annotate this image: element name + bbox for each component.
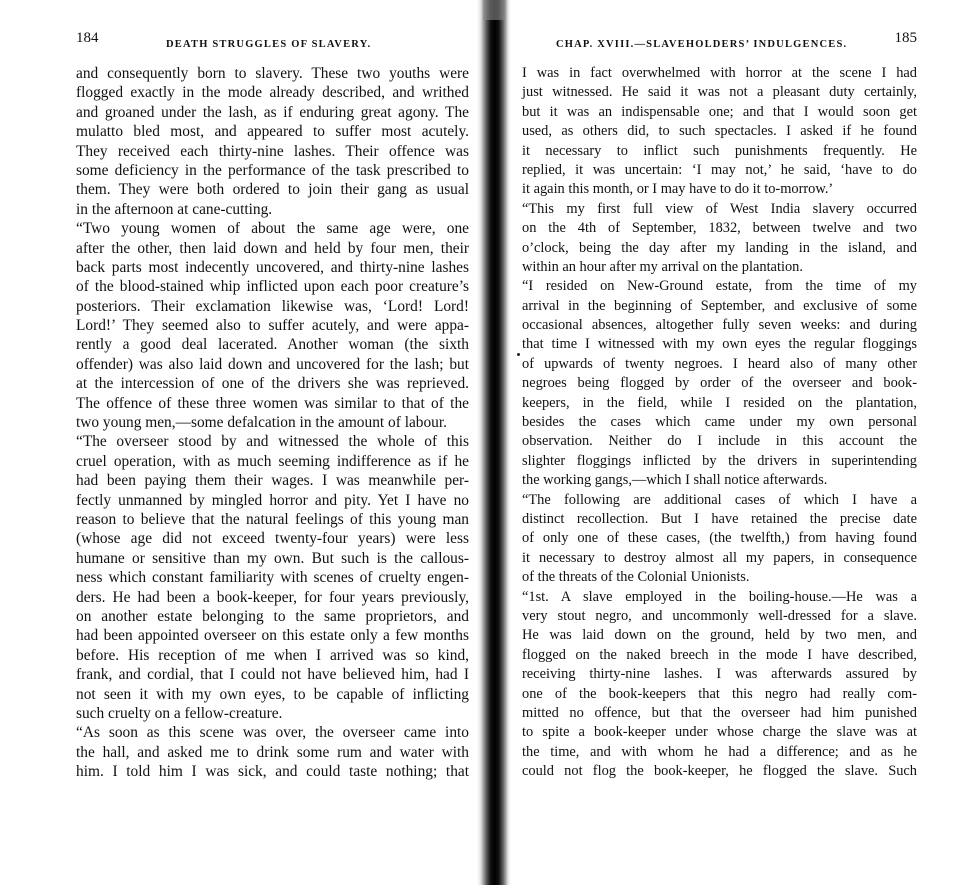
text-line: He was laid down on the ground, held by two men, and [522,627,917,644]
margin-mark [517,353,520,356]
text-line: of the threats of the Colonial Unionists. [522,569,750,586]
text-line: him. I told him I was sick, and could taste nothing; that [76,763,469,781]
text-line: it necessary to destroy almost all my papers, in consequence [522,549,917,566]
text-line: of only one of these cases, (the twelfth,) from having found [522,530,917,547]
text-line: it again this month, or I may have to do it to-morrow.’ [522,181,834,198]
text-line: “Two young women of about the same age were, one [76,220,469,238]
text-line: of upwards of twenty negroes. I heard also of many other [522,355,917,372]
text-line: one of the book-keepers that this negro had really com- [522,685,917,702]
text-line: the time, and with whom he had a difference; and as he [522,743,917,760]
text-line: distinct recollection. But I have retained the precise date [522,510,917,527]
text-line: could not flog the book-keeper, he flogged the slave. Such [522,763,917,780]
text-line: receiving thirty-nine lashes. I was afterwards assured by [522,666,917,683]
text-line: negroes being flogged by order of the overseer and book- [522,375,917,392]
text-line: slighter floggings inflicted by the drivers in superintending [522,452,917,469]
text-line: mulatto bled most, and appeared to suffer most acutely. [76,123,469,141]
text-line: besides the cases which came under my own personal [522,414,917,431]
text-line: rently a good deal lacerated. Another woman (the sixth [76,336,469,354]
text-line: offender) was also laid down and uncovered for the lash; but [76,355,469,373]
right-page-body [522,64,917,781]
text-line: flogged on the naked breech in the mode I have described, [522,646,917,663]
text-line: They received each thirty-nine lashes. Their offence was [76,142,469,160]
text-line: “The following are additional cases of which I have a [522,491,917,508]
text-line: replied, it was uncertain: ‘I may not,’ he said, ‘have to do [522,161,917,178]
left-page [76,30,469,781]
text-line: cruel operation, with as much seeming indifference as if he [76,452,469,470]
right-page [522,30,917,781]
text-line: keepers, in the field, while I resided on the plantation, [522,394,917,411]
text-line: observation. Neither do I include in this account the [522,433,917,450]
text-line: mitted no offence, but that the overseer had him punished [522,704,917,721]
text-line: that time I witnessed with my own eyes the regular floggings [522,336,917,353]
gutter-shadow [483,0,505,20]
text-line: The offence of these three women was similar to that of the [76,394,469,412]
text-line: on another estate belonging to the same proprietors, and [76,607,469,625]
text-line: “This my first full view of West India slavery occurred [522,200,917,217]
text-line: on the 4th of September, 1832, between twelve and two [522,220,917,237]
text-line: (whose age did not exceed twenty-four years) were less [76,530,469,548]
text-line: used, as others did, to such spectacles. I asked if he found [522,123,917,140]
text-line: the working gangs,—which I shall notice afterwards. [522,472,828,489]
text-line: back parts most indecently uncovered, and thirty-nine lashes [76,258,469,276]
text-line: humane or sensitive than my own. But such is the callous- [76,549,469,567]
text-line: them. They were both ordered to join their gang as usual [76,181,469,199]
left-page-body [76,64,469,781]
text-line: the hall, and asked me to drink some rum and water with [76,743,469,761]
text-line: had been appointed overseer on this estate only a few months [76,627,469,645]
text-line: but it was an indispensable one; and that I would soon get [522,103,917,120]
text-line: some deficiency in the performance of the task prescribed to [76,161,469,179]
text-line: frank, and cordial, that I could not have believed him, had I [76,666,469,684]
left-page-header [76,30,469,60]
text-line: I was in fact overwhelmed with horror at the scene I had [522,65,917,81]
text-line: “The overseer stood by and witnessed the whole of this [76,433,469,451]
text-line: “1st. A slave employed in the boiling-house.—He was a [522,588,917,605]
text-line: to spite a book-keeper under whose charge the slave was at [522,724,917,741]
text-line: and consequently born to slavery. These two youths were [76,65,469,82]
text-line: at the intercession of one of the drivers she was reprieved. [76,375,469,393]
text-line: had been paying them their wages. I was meanwhile per- [76,472,469,490]
text-line: posteriors. Their exclamation likewise was, ‘Lord! Lord! [76,297,469,315]
text-line: arrival in the beginning of September, and exclusive of some [522,297,917,314]
text-line: and groaned under the lash, as if enduring great agony. The [76,103,469,121]
text-line: reason to believe that the natural feelings of this young man [76,510,469,528]
text-line: flogged exactly in the mode already described, and writhed [76,84,469,102]
text-line: o’clock, being the day after my landing in the island, and [522,239,917,256]
book-gutter [477,0,511,885]
text-line: fectly unmanned by mingled horror and pity. Yet I have no [76,491,469,509]
right-running-head: CHAP. XVIII.—SLAVEHOLDERS’ INDULGENCES. [556,39,848,50]
text-line: before. His reception of me when I arrived was so kind, [76,646,469,664]
text-line: not seen it with my own eyes, to be capable of inflicting [76,685,469,703]
text-line: occasional absences, altogether fully seven weeks: and during [522,317,917,334]
text-line: ness which constant familiarity with scenes of cruelty engen- [76,569,469,587]
left-page-number: 184 [76,30,99,46]
text-line: “As soon as this scene was over, the overseer came into [76,724,469,742]
text-line: ders. He had been a book-keeper, for four years previously, [76,588,469,606]
right-page-header [522,30,917,60]
text-line: of the blood-stained whip inflicted upon each poor creature’s [76,278,469,296]
text-line: “I resided on New-Ground estate, from the time of my [522,278,917,295]
left-running-head: DEATH STRUGGLES OF SLAVERY. [166,39,372,50]
right-page-number: 185 [894,30,917,46]
text-line: such cruelty on a fellow-creature. [76,704,283,722]
text-line: two young men,—some defalcation in the amount of labour. [76,414,448,432]
text-line: Lord!’ They seemed also to suffer acutely, and were appa- [76,317,469,335]
text-line: after the other, then laid down and held by four men, their [76,239,469,257]
text-line: very stout negro, and uncommonly well-dressed for a slave. [522,607,917,624]
text-line: it necessary to inflict such punishments frequently. He [522,142,917,159]
text-line: within an hour after my arrival on the plantation. [522,258,803,275]
text-line: in the afternoon at cane-cutting. [76,200,273,218]
text-line: just witnessed. He said it was not a pleasant duty certainly, [522,84,917,101]
